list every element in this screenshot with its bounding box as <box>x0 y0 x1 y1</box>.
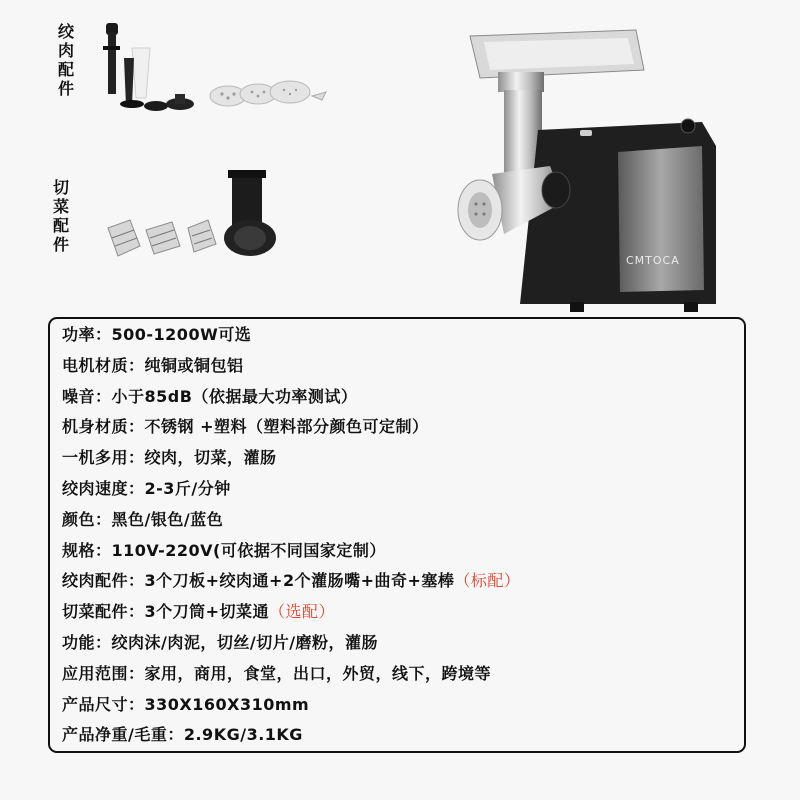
spec-row <box>62 633 378 653</box>
spec-tag: （选配） <box>269 602 336 622</box>
spec-text: 功率：500-1200W可选 <box>62 325 252 344</box>
spec-row <box>62 695 309 715</box>
spec-row <box>62 664 491 684</box>
spec-text: 机身材质：不锈钢 +塑料（塑料部分颜色可定制） <box>62 417 429 437</box>
brand-logo: CMTOCA <box>626 254 680 267</box>
spec-row <box>62 602 335 622</box>
spec-text: 功能：绞肉沫/肉泥，切丝/切片/磨粉，灌肠 <box>62 633 379 652</box>
spec-text: 绞肉配件：3个刀板+绞肉通+2个灌肠嘴+曲奇+塞棒 <box>62 571 455 591</box>
spec-text: 产品净重/毛重：2.9KG/3.1KG <box>62 725 303 745</box>
meat-grinder-product-image <box>440 22 730 317</box>
spec-tag: （标配） <box>454 571 521 591</box>
spec-text: 产品尺寸：330X160X310mm <box>62 694 310 714</box>
spec-row <box>62 541 386 561</box>
spec-row <box>62 387 357 407</box>
spec-row <box>62 417 428 437</box>
vegetable-accessories-label: 切菜配件 <box>52 178 69 254</box>
spec-row <box>62 356 244 376</box>
spec-text: 噪音：小于85dB（依据最大功率测试） <box>62 386 358 406</box>
meat-accessories-image <box>98 18 338 123</box>
spec-row <box>62 325 251 345</box>
vegetable-accessories-image <box>100 168 280 260</box>
specifications-panel <box>48 317 746 753</box>
spec-row <box>62 571 520 591</box>
spec-text: 切菜配件：3个刀筒+切菜通 <box>62 602 270 622</box>
spec-row <box>62 725 303 745</box>
spec-row <box>62 479 231 499</box>
meat-accessories-label: 绞肉配件 <box>57 22 74 98</box>
spec-text: 规格：110V-220V(可依据不同国家定制） <box>62 540 386 560</box>
spec-row <box>62 510 223 530</box>
spec-row <box>62 448 277 468</box>
spec-text: 电机材质：纯铜或铜包铝 <box>62 355 244 375</box>
spec-text: 绞肉速度：2-3斤/分钟 <box>62 479 231 498</box>
spec-text: 一机多用：绞肉，切菜，灌肠 <box>62 448 277 468</box>
spec-text: 应用范围：家用，商用，食堂，出口，外贸，线下，跨境等 <box>62 663 492 683</box>
spec-text: 颜色：黑色/银色/蓝色 <box>62 509 224 529</box>
